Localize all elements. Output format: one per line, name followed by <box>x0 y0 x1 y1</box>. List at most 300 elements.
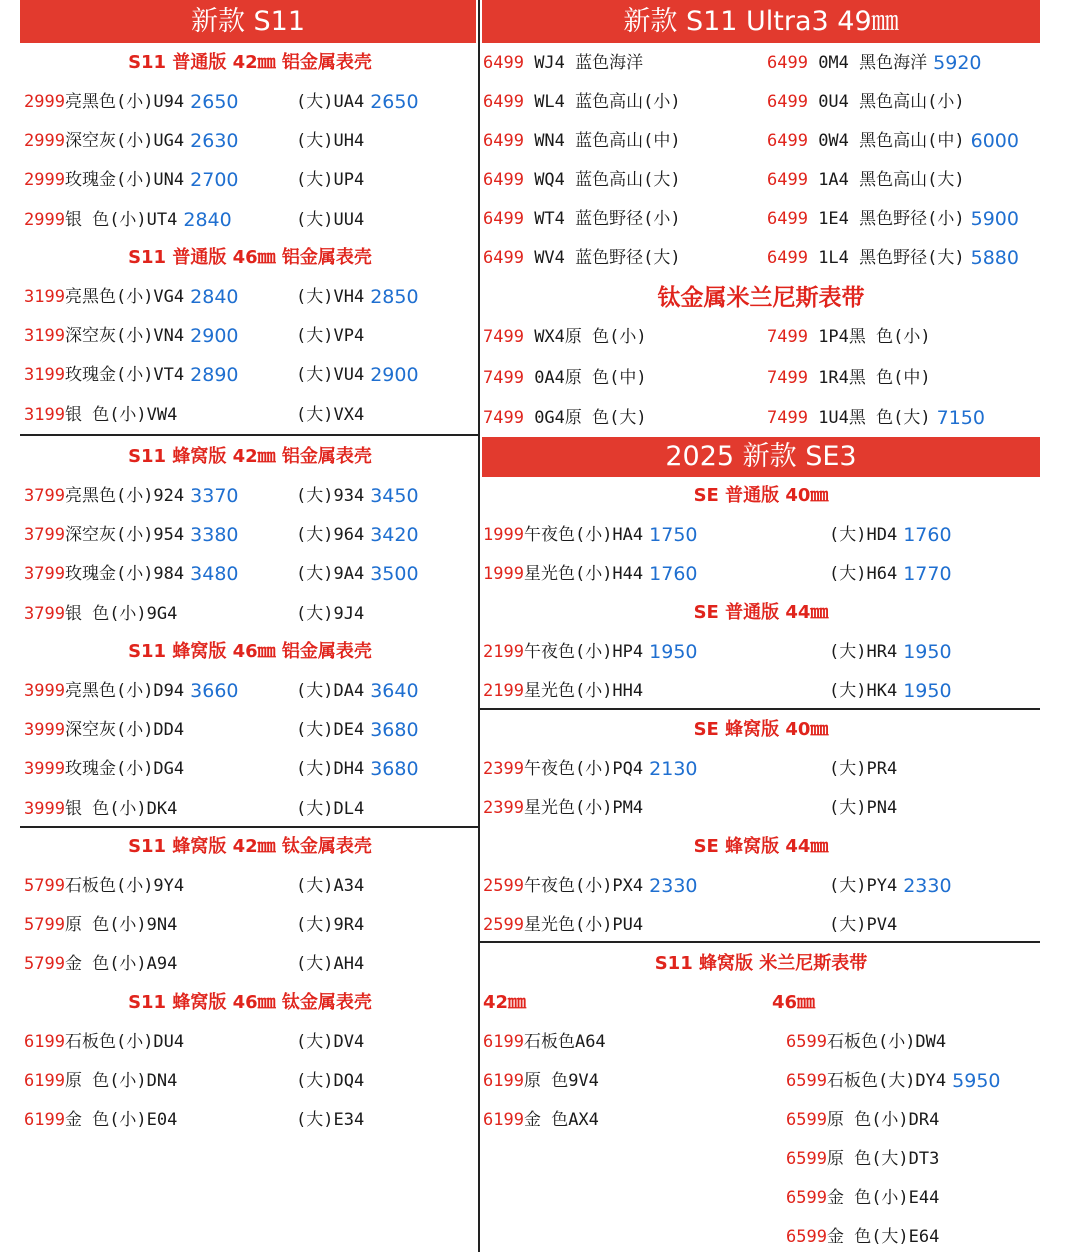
price: 3199 <box>24 404 65 425</box>
quote-value: 2650 <box>370 91 419 113</box>
quote-value: 2850 <box>370 286 419 308</box>
large-model <box>829 561 952 587</box>
model-code: (大)UP4 <box>296 170 365 191</box>
model-code: (大)9R4 <box>296 915 365 936</box>
model-code: 亮黑色(小)U94 <box>64 92 185 112</box>
left-divider-1 <box>20 434 478 436</box>
model-code: 玫瑰金(小)984 <box>64 564 185 585</box>
price: 6199 <box>24 1071 65 1092</box>
price-row <box>483 678 1029 704</box>
model-code: 原 色(小)DR4 <box>826 1110 940 1130</box>
price: 5799 <box>24 954 65 975</box>
model-code: 石板色(小)9Y4 <box>64 876 185 896</box>
price-row <box>483 1107 599 1133</box>
quote-value: 3380 <box>190 524 239 547</box>
model-code: 深空灰(小)VN4 <box>64 326 185 347</box>
small-model <box>24 796 177 822</box>
section-title: 钛金属米兰尼斯表带 <box>657 285 865 311</box>
price: 3799 <box>24 525 65 546</box>
small-model <box>24 951 177 977</box>
model-code: 银 色(小)UT4 <box>64 209 178 230</box>
right-item <box>767 206 1019 232</box>
price: 2399 <box>483 759 524 779</box>
header-s11-ultra3: 新款 S11 Ultra3 49㎜ <box>482 0 1040 43</box>
model-code: 1P4黑 色(小) <box>807 327 931 347</box>
large-model <box>296 483 419 509</box>
price-row <box>24 756 496 782</box>
quote-value: 1770 <box>903 563 952 585</box>
large-model <box>829 522 952 548</box>
left-item <box>483 245 681 271</box>
model-code: (大)DH4 <box>296 759 365 780</box>
quote-value: 1760 <box>649 563 698 585</box>
price-row <box>483 245 1043 271</box>
price: 2999 <box>24 170 65 191</box>
price-row <box>24 717 496 743</box>
large-model <box>296 1107 364 1133</box>
quote-value: 2900 <box>190 325 239 348</box>
model-code: 石板色(大)DY4 <box>826 1071 947 1091</box>
model-code: 银 色(小)9G4 <box>64 603 178 624</box>
quote-value: 1760 <box>903 524 952 546</box>
price-row <box>24 128 496 154</box>
model-code: (大)VX4 <box>296 404 365 425</box>
price: 1999 <box>483 564 524 584</box>
quote-value: 3680 <box>370 758 419 781</box>
model-code: 午夜色(小)HP4 <box>523 642 644 662</box>
price: 1999 <box>483 525 524 545</box>
price: 3999 <box>24 798 65 819</box>
large-model <box>296 128 364 154</box>
large-model <box>296 207 364 233</box>
quote-value: 3660 <box>190 680 239 702</box>
small-model <box>483 795 643 821</box>
model-code: (大)UA4 <box>296 92 365 112</box>
price: 2999 <box>24 209 65 230</box>
right-divider-1 <box>480 708 1040 710</box>
price-row <box>483 324 1043 350</box>
model-code: 金 色AX4 <box>523 1110 599 1130</box>
small-model <box>24 89 239 115</box>
price-row <box>483 639 1029 665</box>
model-code: 1U4黑 色(大) <box>807 408 931 428</box>
price-row <box>483 50 1043 76</box>
quote-value: 5880 <box>970 247 1019 269</box>
price-row <box>483 561 1029 587</box>
price: 6499 <box>483 53 524 73</box>
model-code: 原 色9V4 <box>523 1071 599 1091</box>
section-title: SE 普通版 40㎜ <box>693 485 829 506</box>
model-code: 亮黑色(小)VG4 <box>64 287 185 307</box>
price-row <box>483 167 1043 193</box>
model-code: 午夜色(小)PX4 <box>523 876 644 896</box>
small-model <box>24 756 184 782</box>
left-item <box>483 89 681 115</box>
model-code: WV4 蓝色野径(大) <box>523 248 681 268</box>
quote-value: 3420 <box>370 524 419 547</box>
large-model <box>296 561 419 587</box>
price-row <box>24 284 496 310</box>
large-model <box>296 873 364 899</box>
model-code: 原 色(小)DN4 <box>64 1071 178 1092</box>
large-model <box>296 796 364 822</box>
price: 7499 <box>483 367 524 388</box>
large-model <box>296 756 419 782</box>
large-model <box>829 678 952 704</box>
price-row <box>483 405 1043 431</box>
left-item <box>483 365 647 391</box>
small-model <box>24 323 239 349</box>
price-row <box>24 796 496 822</box>
price: 2599 <box>483 915 524 935</box>
large-model <box>296 402 364 428</box>
price-row <box>24 1029 496 1055</box>
small-model <box>483 873 698 899</box>
right-item <box>767 128 1019 154</box>
price: 3999 <box>24 720 65 741</box>
small-model <box>483 678 643 704</box>
small-model <box>24 601 177 627</box>
small-model <box>483 756 698 782</box>
small-model <box>24 1107 177 1133</box>
model-code: (大)PR4 <box>829 759 898 779</box>
right-item <box>767 365 931 391</box>
price-row <box>786 1185 939 1211</box>
quote-value: 3680 <box>370 719 419 742</box>
large-model <box>829 756 897 782</box>
price: 2599 <box>483 876 524 896</box>
price-row <box>24 402 496 428</box>
model-code: 亮黑色(小)D94 <box>64 681 185 701</box>
model-code: (大)UH4 <box>296 131 365 152</box>
model-code: (大)VH4 <box>296 287 365 307</box>
section-title: S11 蜂窝版 46㎜ 铝金属表壳 <box>128 641 372 662</box>
quote-value: 5920 <box>933 52 982 74</box>
small-model <box>24 717 184 743</box>
large-model <box>296 912 364 938</box>
header-se3: 2025 新款 SE3 <box>482 437 1040 477</box>
right-item <box>767 89 965 115</box>
price-row <box>786 1146 939 1172</box>
large-model <box>296 951 364 977</box>
price: 5799 <box>24 915 65 936</box>
price-row <box>24 561 496 587</box>
price: 6599 <box>786 1032 827 1052</box>
model-code: 金 色(大)E64 <box>826 1227 940 1247</box>
model-code: (大)HR4 <box>829 642 898 662</box>
model-code: 0W4 黑色高山(中) <box>807 131 965 151</box>
model-code: 0G4原 色(大) <box>523 408 647 428</box>
model-code: (大)934 <box>296 486 365 506</box>
price: 3799 <box>24 603 65 624</box>
price-row <box>483 873 1029 899</box>
price-row <box>24 601 496 627</box>
size-42-label: 42㎜ <box>483 992 527 1013</box>
price-row <box>24 678 496 704</box>
price: 6499 <box>767 209 808 229</box>
right-item <box>767 324 931 350</box>
model-code: (大)DQ4 <box>296 1071 365 1092</box>
model-code: (大)H64 <box>829 564 898 584</box>
price: 5799 <box>24 876 65 896</box>
small-model <box>24 873 184 899</box>
right-item <box>767 245 1019 271</box>
price-row <box>483 206 1043 232</box>
quote-value: 2890 <box>190 364 239 387</box>
large-model <box>296 717 419 743</box>
price: 2199 <box>483 642 524 662</box>
model-code: (大)E34 <box>296 1110 365 1131</box>
quote-value: 3370 <box>190 485 239 507</box>
large-model <box>296 1029 364 1055</box>
price: 6499 <box>767 131 808 151</box>
model-code: 玫瑰金(小)DG4 <box>64 759 185 780</box>
price-row <box>786 1068 1001 1094</box>
small-model <box>24 207 232 233</box>
price-row <box>483 795 1029 821</box>
large-model <box>296 284 419 310</box>
quote-value: 5950 <box>952 1070 1001 1092</box>
quote-value: 2330 <box>903 875 952 897</box>
model-code: WX4原 色(小) <box>523 327 647 347</box>
model-code: 0A4原 色(中) <box>523 367 647 388</box>
model-code: (大)HK4 <box>829 681 898 701</box>
model-code: 石板色(小)DU4 <box>64 1032 185 1052</box>
model-code: 午夜色(小)PQ4 <box>523 759 644 779</box>
small-model <box>483 912 643 938</box>
model-code: 1R4黑 色(中) <box>807 367 931 388</box>
price: 3999 <box>24 681 65 701</box>
right-item <box>767 167 965 193</box>
price-row <box>24 912 496 938</box>
model-code: (大)DV4 <box>296 1032 365 1052</box>
price-row <box>24 362 496 388</box>
right-divider-2 <box>480 941 1040 943</box>
price: 7499 <box>767 408 808 428</box>
model-code: 深空灰(小)954 <box>64 525 185 546</box>
model-code: WL4 蓝色高山(小) <box>523 92 681 112</box>
quote-value: 1950 <box>903 680 952 702</box>
price: 3199 <box>24 287 65 307</box>
model-code: 1A4 黑色高山(大) <box>807 170 965 190</box>
small-model <box>483 561 698 587</box>
model-code: (大)9J4 <box>296 603 365 624</box>
quote-value: 3450 <box>370 485 419 507</box>
quote-value: 6000 <box>970 130 1019 152</box>
quote-value: 3500 <box>370 563 419 586</box>
model-code: (大)9A4 <box>296 564 365 585</box>
price: 7499 <box>767 367 808 388</box>
price-row <box>786 1029 946 1055</box>
price-row <box>24 873 496 899</box>
quote-value: 2630 <box>190 130 239 153</box>
large-model <box>829 912 897 938</box>
section-title: S11 普通版 42㎜ 铝金属表壳 <box>128 52 372 73</box>
left-item <box>483 206 681 232</box>
small-model <box>24 1068 177 1094</box>
model-code: 星光色(小)PU4 <box>523 915 644 935</box>
model-code: (大)HD4 <box>829 525 898 545</box>
price: 6499 <box>767 170 808 190</box>
section-title: S11 蜂窝版 42㎜ 铝金属表壳 <box>128 446 372 467</box>
model-code: 0U4 黑色高山(小) <box>807 92 965 112</box>
model-code: 亮黑色(小)924 <box>64 486 185 506</box>
price-row <box>483 756 1029 782</box>
small-model <box>24 522 239 548</box>
large-model <box>296 89 419 115</box>
model-code: 玫瑰金(小)VT4 <box>64 365 185 386</box>
price: 6199 <box>483 1071 524 1091</box>
quote-value: 3480 <box>190 563 239 586</box>
price-row <box>24 207 496 233</box>
quote-value: 2330 <box>649 875 698 897</box>
quote-value: 2900 <box>370 364 419 387</box>
price-row <box>483 1068 599 1094</box>
price-row <box>483 89 1043 115</box>
model-code: (大)AH4 <box>296 954 365 975</box>
price: 6199 <box>483 1032 524 1052</box>
model-code: 石板色A64 <box>523 1032 606 1052</box>
large-model <box>296 167 364 193</box>
model-code: WN4 蓝色高山(中) <box>523 131 681 151</box>
model-code: 金 色(小)A94 <box>64 954 178 975</box>
price-row <box>483 522 1029 548</box>
quote-value: 1950 <box>649 641 698 663</box>
price: 6499 <box>483 248 524 268</box>
small-model <box>24 678 239 704</box>
model-code: (大)A34 <box>296 876 365 896</box>
price-row <box>483 912 1029 938</box>
section-title: S11 普通版 46㎜ 铝金属表壳 <box>128 247 372 268</box>
model-code: 玫瑰金(小)UN4 <box>64 170 185 191</box>
price-row <box>483 1029 606 1055</box>
price: 6499 <box>483 209 524 229</box>
large-model <box>829 639 952 665</box>
quote-value: 7150 <box>936 407 985 429</box>
price-row <box>24 89 496 115</box>
model-code: 午夜色(小)HA4 <box>523 525 644 545</box>
quote-value: 2840 <box>183 208 232 231</box>
price: 6599 <box>786 1227 827 1247</box>
large-model <box>296 1068 364 1094</box>
large-model <box>829 795 897 821</box>
large-model <box>296 601 364 627</box>
price: 6499 <box>483 92 524 112</box>
price-row <box>483 128 1043 154</box>
model-code: 深空灰(小)DD4 <box>64 720 185 741</box>
price: 3199 <box>24 365 65 386</box>
price: 7499 <box>483 408 524 428</box>
section-title: S11 蜂窝版 42㎜ 钛金属表壳 <box>128 836 372 857</box>
price: 6499 <box>767 53 808 73</box>
price: 7499 <box>767 327 808 347</box>
small-model <box>24 483 239 509</box>
model-code: 星光色(小)HH4 <box>523 681 644 701</box>
model-code: WQ4 蓝色高山(大) <box>523 170 681 190</box>
price-row <box>24 1068 496 1094</box>
price: 2199 <box>483 681 524 701</box>
section-title: SE 蜂窝版 40㎜ <box>693 719 829 740</box>
left-item <box>483 167 681 193</box>
small-model <box>24 128 239 154</box>
small-model <box>24 362 239 388</box>
large-model <box>296 362 419 388</box>
quote-value: 2700 <box>190 169 239 192</box>
small-model <box>24 284 239 310</box>
model-code: (大)PY4 <box>829 876 898 896</box>
small-model <box>24 912 177 938</box>
price: 6599 <box>786 1149 827 1169</box>
model-code: (大)PN4 <box>829 798 898 818</box>
section-title: S11 蜂窝版 46㎜ 钛金属表壳 <box>128 992 372 1013</box>
model-code: 银 色(小)VW4 <box>64 404 178 425</box>
price-row <box>24 323 496 349</box>
model-code: (大)DA4 <box>296 681 365 701</box>
price-row <box>786 1224 939 1250</box>
price: 6599 <box>786 1110 827 1130</box>
small-model <box>483 522 698 548</box>
left-divider-2 <box>20 826 478 828</box>
model-code: 深空灰(小)UG4 <box>64 131 185 152</box>
price-row <box>786 1107 939 1133</box>
price-row <box>24 483 496 509</box>
price: 6599 <box>786 1071 827 1091</box>
price: 7499 <box>483 327 524 347</box>
model-code: 1L4 黑色野径(大) <box>807 248 965 268</box>
price-row <box>24 951 496 977</box>
model-code: 金 色(小)E04 <box>64 1110 178 1131</box>
section-title: SE 蜂窝版 44㎜ <box>693 836 829 857</box>
price: 3799 <box>24 486 65 506</box>
left-item <box>483 128 681 154</box>
price-row <box>24 522 496 548</box>
section-title: SE 普通版 44㎜ <box>693 602 829 623</box>
price: 2999 <box>24 131 65 152</box>
small-model <box>24 1029 184 1055</box>
model-code: (大)UU4 <box>296 209 365 230</box>
model-code: (大)VP4 <box>296 326 365 347</box>
size-46-label: 46㎜ <box>772 992 816 1013</box>
model-code: WT4 蓝色野径(小) <box>523 209 681 229</box>
right-item <box>767 50 982 76</box>
small-model <box>24 402 177 428</box>
model-code: 0M4 黑色海洋 <box>807 53 928 73</box>
model-code: 星光色(小)PM4 <box>523 798 644 818</box>
model-code: (大)DE4 <box>296 720 365 741</box>
quote-value: 2840 <box>190 286 239 308</box>
price: 6199 <box>483 1110 524 1130</box>
model-code: 金 色(小)E44 <box>826 1188 940 1208</box>
price-row <box>483 365 1043 391</box>
model-code: 银 色(小)DK4 <box>64 798 178 819</box>
small-model <box>483 639 698 665</box>
small-model <box>24 561 239 587</box>
quote-value: 1950 <box>903 641 952 663</box>
price: 3199 <box>24 326 65 347</box>
model-code: 石板色(小)DW4 <box>826 1032 947 1052</box>
large-model <box>296 678 419 704</box>
price: 6199 <box>24 1110 65 1131</box>
price: 3999 <box>24 759 65 780</box>
price: 2399 <box>483 798 524 818</box>
header-s11: 新款 S11 <box>20 0 476 43</box>
left-item <box>483 405 647 431</box>
quote-value: 5900 <box>970 208 1019 230</box>
model-code: WJ4 蓝色海洋 <box>523 53 644 73</box>
model-code: (大)DL4 <box>296 798 365 819</box>
large-model <box>829 873 952 899</box>
price: 3799 <box>24 564 65 585</box>
